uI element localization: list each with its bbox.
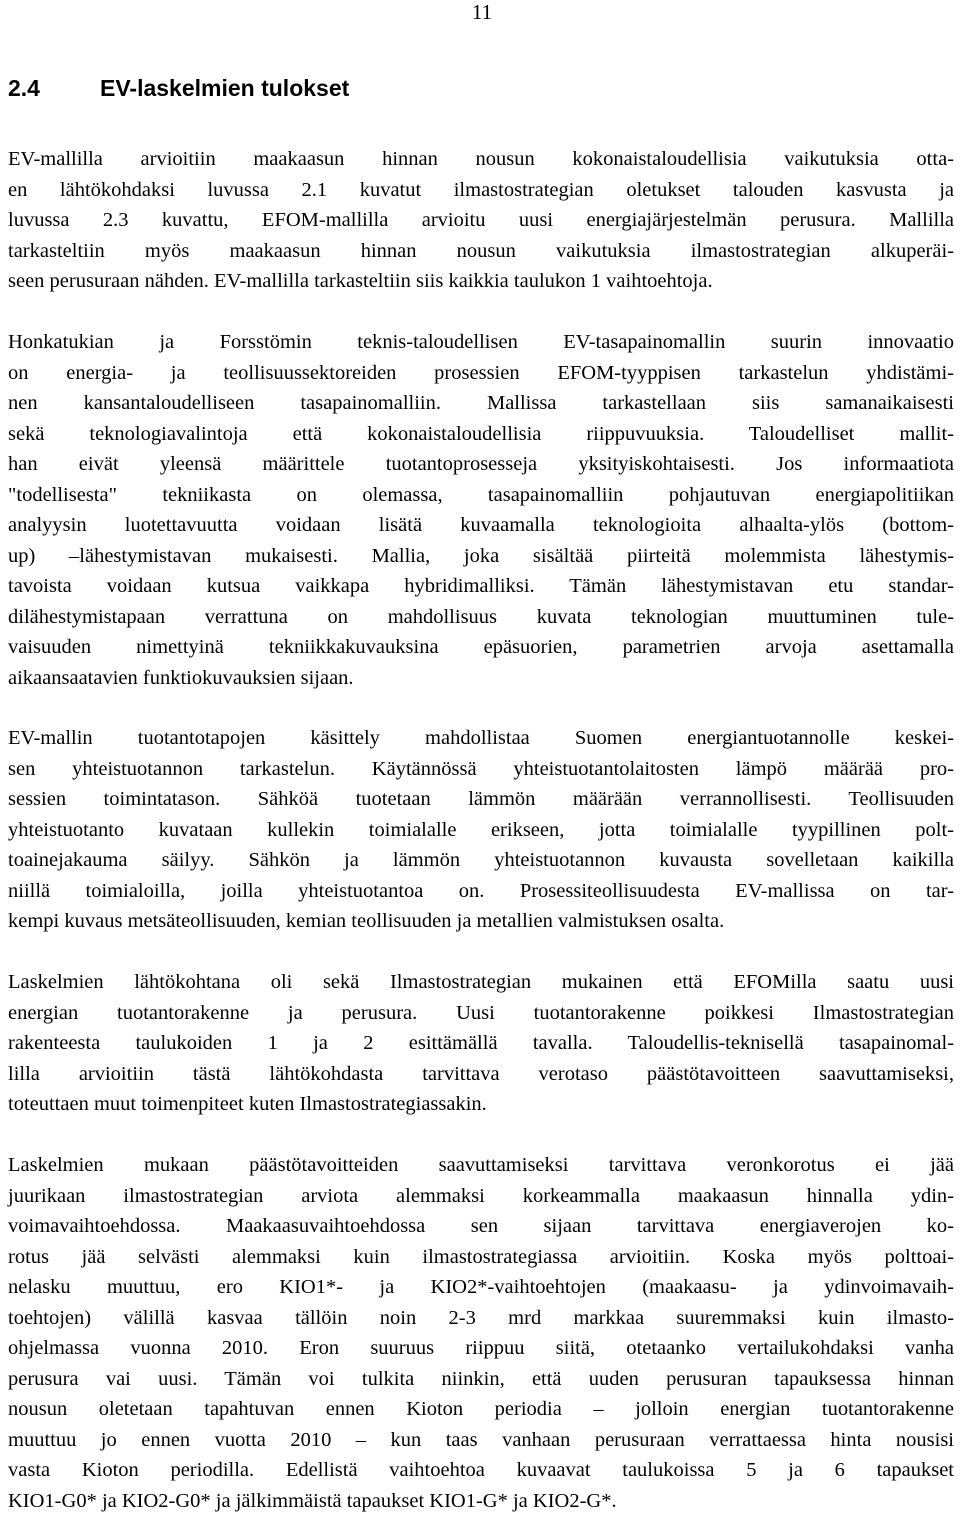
text-line: luvussa 2.3 kuvattu, EFOM-mallilla arvioitu uusi energiajärjestelmän perusura. Mallilla [8,209,954,231]
text-line: ohjelmassa vuonna 2010. Eron suuruus riippuu siitä, otetaanko vertailukohdaksi vanha [8,1337,954,1359]
text-line: vasta Kioton periodilla. Edellistä vaihtoehtoa kuvaavat taulukoissa 5 ja 6 tapaukset [8,1459,954,1481]
text-line: sessien toimintatason. Sähköä tuotetaan lämmön määrään verrannollisesti. Teollisuuden [8,788,954,810]
section-number: 2.4 [8,75,40,101]
text-line: nousun oletetaan tapahtuvan ennen Kioton periodia – jolloin energian tuotantorakenne [8,1398,954,1420]
section-title: EV-laskelmien tulokset [100,75,350,101]
text-line: tarkasteltiin myös maakaasun hinnan nousun vaikutuksia ilmastostrategian alkuperäi- [8,239,954,262]
text-line: muuttuu jo ennen vuotta 2010 – kun taas vanhaan perusuraan verrattaessa hinta nousisi [8,1428,954,1451]
text-line: vaisuuden nimettyinä tekniikkakuvauksina epäsuorien, parametrien arvoja asettamalla [8,636,954,658]
text-line: aikaansaatavien funktiokuvauksien sijaan. [8,666,354,689]
text-line: energian tuotantorakenne ja perusura. Uusi tuotantorakenne poikkesi Ilmastostrategian [8,1001,954,1024]
page-number: 11 [471,0,493,24]
text-line: on energia- ja teollisuussektoreiden prosessien EFOM-tyyppisen tarkastelun yhdistämi- [8,361,954,384]
text-line: en lähtökohdaksi luvussa 2.1 kuvatut ilmastostrategian oletukset talouden kasvusta ja [8,178,954,201]
text-line: perusura vai uusi. Tämän voi tulkita niinkin, että uuden perusuran tapauksessa hinnan [8,1367,954,1390]
text-line: nen kansantaloudelliseen tasapainomalliin. Mallissa tarkastellaan siis samanaikaisesti [8,392,954,414]
text-line: yhteistuotanto kuvataan kullekin toimialalle erikseen, jotta toimialalle tyypillinen polt- [8,818,954,841]
section-heading [8,74,349,102]
text-line: EV-mallin tuotantotapojen käsittely mahdollistaa Suomen energiantuotannolle keskei- [8,727,954,749]
text-line: KIO1-G0* ja KIO2-G0* ja jälkimmäistä tapaukset KIO1-G* ja KIO2-G*. [8,1489,617,1512]
text-line: kempi kuvaus metsäteollisuuden, kemian teollisuuden ja metallien valmistuksen osalta. [8,910,725,932]
text-line: nelasku muuttuu, ero KIO1*- ja KIO2*-vaihtoehtojen (maakaasu- ja ydinvoimavaih- [8,1276,954,1298]
text-line: lilla arvioitiin tästä lähtökohdasta tarvittava verotaso päästötavoitteen saavuttamiseksi, [8,1062,954,1085]
text-line: han eivät yleensä määrittele tuotantoprosesseja yksityiskohtaisesti. Jos informaatiota [8,453,954,475]
text-line: toehtojen) välillä kasvaa tällöin noin 2-3 mrd markkaa suuremmaksi kuin ilmasto- [8,1306,954,1329]
text-line: toteuttaen muut toimenpiteet kuten Ilmastostrategiassakin. [8,1093,487,1115]
text-line: dilähestymistapaan verrattuna on mahdollisuus kuvata teknologian muuttuminen tule- [8,605,954,628]
text-line: sekä teknologiavalintoja että kokonaistaloudellisia riippuvuuksia. Taloudelliset mallit- [8,422,954,445]
paragraph-4 [8,967,954,1120]
text-line: Laskelmien lähtökohtana oli sekä Ilmastostrategian mukainen että EFOMilla saatu uusi [8,971,954,993]
text-line: rotus jää selvästi alemmaksi kuin ilmastostrategiassa arvioitiin. Koska myös polttoai- [8,1245,954,1268]
paragraph-1 [8,144,954,297]
text-line: rakenteesta taulukoiden 1 ja 2 esittämällä tavalla. Taloudellis-teknisellä tasapainomal- [8,1032,954,1054]
text-line: sen yhteistuotannon tarkastelun. Käytännössä yhteistuotantolaitosten lämpö määrää pro- [8,757,954,780]
text-line: tavoista voidaan kutsua vaikkapa hybridimalliksi. Tämän lähestymistavan etu standar- [8,575,954,597]
text-line: "todellisesta" tekniikasta on olemassa, tasapainomalliin pohjautuvan energiapolitiikan [8,483,954,506]
paragraph-2 [8,327,954,693]
text-line: EV-mallilla arvioitiin maakaasun hinnan nousun kokonaistaloudellisia vaikutuksia otta- [8,148,954,170]
text-line: seen perusuraan nähden. EV-mallilla tarkasteltiin siis kaikkia taulukon 1 vaihtoehtoja. [8,270,713,292]
text-line: toainejakauma säilyy. Sähkön ja lämmön yhteistuotannon kuvausta sovelletaan kaikilla [8,849,954,871]
text-line: Honkatukian ja Forsstömin teknis-taloudellisen EV-tasapainomallin suurin innovaatio [8,331,954,353]
paragraph-5 [8,1150,954,1516]
text-line: up) –lähestymistavan mukaisesti. Mallia, joka sisältää piirteitä molemmista lähestymis- [8,544,954,567]
text-line: niillä toimialoilla, joilla yhteistuotantoa on. Prosessiteollisuudesta EV-mallissa on tar- [8,879,954,902]
text-line: voimavaihtoehdossa. Maakaasuvaihtoehdossa sen sijaan tarvittava energiaverojen ko- [8,1215,954,1237]
text-line: Laskelmien mukaan päästötavoitteiden saavuttamiseksi tarvittava veronkorotus ei jää [8,1154,954,1176]
text-line: analyysin luotettavuutta voidaan lisätä kuvaamalla teknologioita alhaalta-ylös (bottom- [8,514,954,536]
text-line: juurikaan ilmastostrategian arviota alemmaksi korkeammalla maakaasun hinnalla ydin- [8,1184,954,1207]
paragraph-3 [8,723,954,937]
